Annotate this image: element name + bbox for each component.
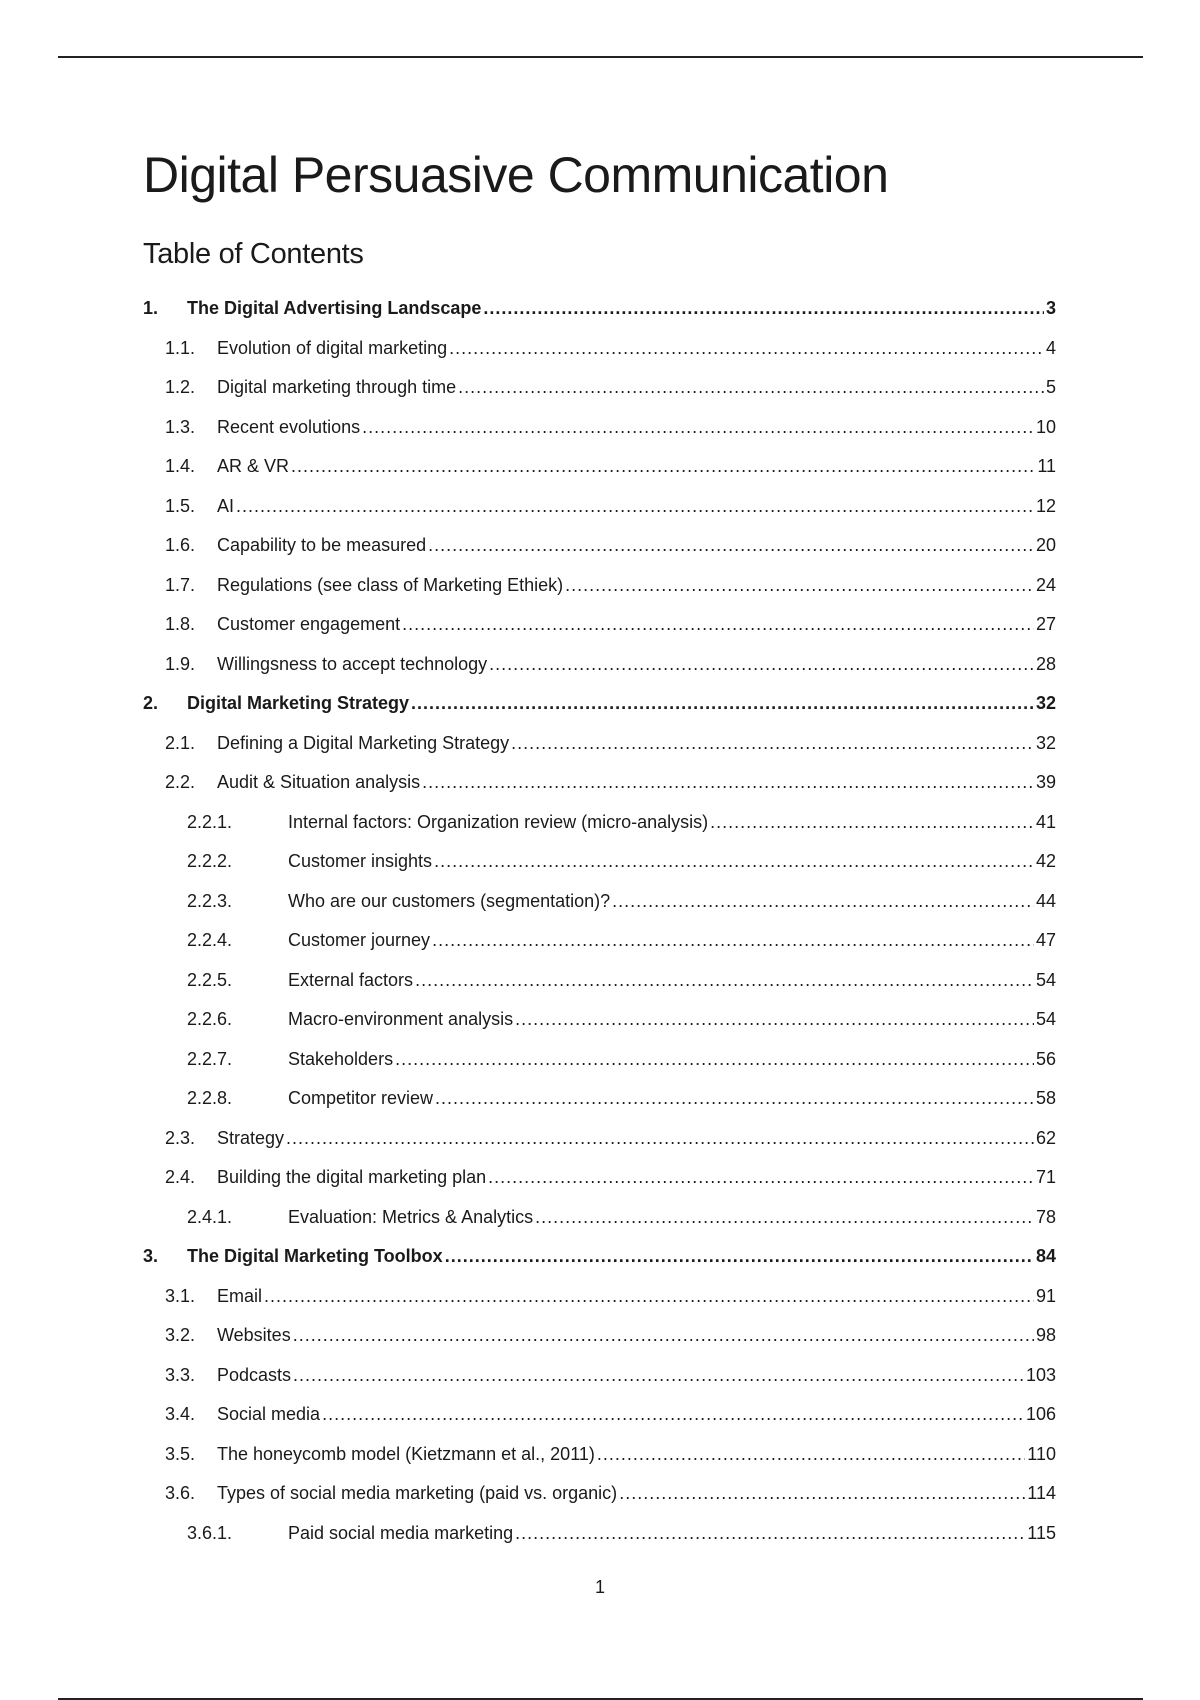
toc-entry-number: 1.4. (165, 456, 196, 476)
document-title: Digital Persuasive Communication (143, 147, 889, 203)
toc-entry-number: 1.2. (165, 377, 196, 397)
toc-entry-title: Email (217, 1285, 263, 1306)
toc-entry-page: 84 (1035, 1246, 1056, 1266)
toc-entry-title: Types of social media marketing (paid vs. organic) (217, 1483, 618, 1503)
toc-dot-leader (264, 1282, 1034, 1310)
toc-entry-title: Recent evolutions (217, 416, 361, 437)
toc-entry-number: 2.1. (165, 732, 196, 753)
toc-entry-number: 2.4.1. (187, 1206, 233, 1227)
toc-entry-number: 2.2.4. (187, 930, 233, 950)
toc-entry[interactable] (143, 926, 1056, 966)
toc-dot-leader (395, 1045, 1034, 1073)
toc-entry-number: 1. (143, 298, 159, 318)
toc-entry-title: Strategy (217, 1127, 285, 1148)
toc-entry-number: 3.3. (165, 1364, 196, 1385)
toc-entry[interactable] (143, 1361, 1056, 1401)
toc-entry-page: 98 (1035, 1325, 1056, 1345)
toc-entry[interactable] (143, 689, 1056, 729)
toc-entry[interactable] (143, 847, 1056, 887)
toc-entry-page: 78 (1035, 1206, 1056, 1227)
toc-entry-number: 2.4. (165, 1167, 196, 1187)
toc-dot-leader (428, 531, 1034, 559)
toc-dot-leader (432, 926, 1034, 954)
toc-entry-title: Digital Marketing Strategy (187, 693, 410, 713)
toc-entry-page: 39 (1035, 772, 1056, 792)
toc-entry-title: Building the digital marketing plan (217, 1167, 487, 1187)
toc-entry-page: 54 (1035, 969, 1056, 990)
toc-entry-page: 20 (1035, 535, 1056, 555)
toc-dot-leader (515, 1005, 1034, 1033)
toc-entry-page: 11 (1037, 456, 1056, 476)
toc-entry-title: Willingsness to accept technology (217, 653, 488, 674)
toc-entry-title: The Digital Marketing Toolbox (187, 1246, 443, 1266)
page-number: 1 (594, 1577, 605, 1597)
toc-entry-page: 10 (1035, 416, 1056, 437)
toc-heading: Table of Contents (143, 238, 364, 270)
toc-entry-page: 106 (1025, 1404, 1056, 1424)
toc-entry[interactable] (143, 1203, 1056, 1243)
toc-dot-leader (411, 689, 1034, 717)
toc-entry-title: Regulations (see class of Marketing Ethiek) (217, 574, 564, 595)
toc-entry-title: Capability to be measured (217, 535, 427, 555)
toc-entry-number: 2.2.2. (187, 851, 233, 871)
toc-entry-title: Macro-environment analysis (288, 1009, 514, 1029)
toc-entry-page: 115 (1027, 1522, 1056, 1543)
table-of-contents (143, 294, 1056, 1558)
toc-entry[interactable] (143, 650, 1056, 690)
toc-entry-page: 32 (1035, 732, 1056, 753)
toc-dot-leader (402, 610, 1034, 638)
toc-entry-title: Customer engagement (217, 614, 401, 634)
toc-entry-number: 2.2.5. (187, 969, 233, 990)
toc-entry-number: 3.1. (165, 1285, 196, 1306)
toc-entry-number: 3.6. (165, 1483, 196, 1503)
toc-entry-title: The Digital Advertising Landscape (187, 298, 482, 318)
toc-entry[interactable] (143, 768, 1056, 808)
toc-dot-leader (515, 1519, 1025, 1547)
toc-entry[interactable] (143, 1321, 1056, 1361)
toc-entry-page: 3 (1045, 298, 1056, 318)
toc-dot-leader (415, 966, 1034, 994)
toc-entry[interactable] (143, 1005, 1056, 1045)
toc-entry-title: Digital marketing through time (217, 377, 457, 397)
toc-entry-number: 1.6. (165, 535, 196, 555)
toc-entry-number: 2.2.3. (187, 890, 233, 911)
toc-entry-number: 1.3. (165, 416, 196, 437)
toc-entry-page: 28 (1035, 653, 1056, 674)
toc-dot-leader (449, 334, 1044, 362)
toc-entry[interactable] (143, 492, 1056, 532)
toc-entry-title: Defining a Digital Marketing Strategy (217, 732, 510, 753)
toc-dot-leader (535, 1203, 1034, 1231)
toc-entry-title: AI (217, 495, 235, 516)
toc-entry[interactable] (143, 1479, 1056, 1519)
toc-entry-number: 1.8. (165, 614, 196, 634)
toc-entry[interactable] (143, 373, 1056, 413)
toc-entry[interactable] (143, 1400, 1056, 1440)
toc-entry-title: Audit & Situation analysis (217, 772, 421, 792)
toc-entry-title: Podcasts (217, 1364, 292, 1385)
toc-entry[interactable] (143, 1440, 1056, 1480)
toc-dot-leader (286, 1124, 1034, 1152)
toc-entry-number: 3.6.1. (187, 1522, 233, 1543)
toc-entry-page: 47 (1035, 930, 1056, 950)
toc-entry[interactable] (143, 334, 1056, 374)
toc-entry-title: Competitor review (288, 1088, 434, 1108)
toc-entry[interactable] (143, 571, 1056, 611)
toc-entry[interactable] (143, 1163, 1056, 1203)
toc-entry-number: 2.2. (165, 772, 196, 792)
toc-dot-leader (483, 294, 1044, 322)
toc-entry-page: 62 (1035, 1127, 1056, 1148)
toc-dot-leader (488, 1163, 1034, 1191)
toc-entry[interactable] (143, 452, 1056, 492)
toc-entry[interactable] (143, 887, 1056, 927)
toc-entry-number: 1.5. (165, 495, 196, 516)
toc-entry-page: 24 (1035, 574, 1056, 595)
toc-entry-page: 71 (1035, 1167, 1056, 1187)
toc-entry-title: The honeycomb model (Kietzmann et al., 2011) (217, 1443, 595, 1464)
toc-entry-title: Paid social media marketing (288, 1522, 514, 1543)
toc-dot-leader (291, 452, 1035, 480)
toc-entry[interactable] (143, 808, 1056, 848)
toc-entry-number: 1.9. (165, 653, 196, 674)
toc-entry-title: External factors (288, 969, 414, 990)
toc-dot-leader (293, 1321, 1034, 1349)
header-rule (58, 56, 1143, 58)
toc-entry[interactable] (143, 966, 1056, 1006)
toc-dot-leader (434, 847, 1034, 875)
toc-dot-leader (322, 1400, 1024, 1428)
toc-entry[interactable] (143, 1242, 1056, 1282)
toc-entry[interactable] (143, 1084, 1056, 1124)
toc-dot-leader (435, 1084, 1034, 1112)
toc-entry-title: Websites (217, 1325, 291, 1345)
toc-entry-number: 1.7. (165, 574, 196, 595)
toc-entry-title: Evolution of digital marketing (217, 337, 448, 358)
toc-entry-title: Evaluation: Metrics & Analytics (288, 1206, 534, 1227)
toc-entry-number: 2.2.8. (187, 1088, 233, 1108)
toc-entry-number: 3. (143, 1246, 159, 1266)
toc-dot-leader (612, 887, 1034, 915)
toc-entry-number: 3.4. (165, 1404, 196, 1424)
toc-dot-leader (619, 1479, 1025, 1507)
toc-entry-page: 5 (1045, 377, 1056, 397)
toc-entry[interactable] (143, 610, 1056, 650)
toc-entry-page: 91 (1035, 1285, 1056, 1306)
toc-entry-number: 3.5. (165, 1443, 196, 1464)
toc-entry[interactable] (143, 1045, 1056, 1085)
toc-entry[interactable] (143, 1519, 1056, 1559)
toc-entry-page: 114 (1027, 1483, 1056, 1503)
toc-entry[interactable] (143, 294, 1056, 334)
toc-entry-title: Who are our customers (segmentation)? (288, 890, 611, 911)
toc-entry-page: 56 (1035, 1048, 1056, 1069)
toc-entry[interactable] (143, 729, 1056, 769)
toc-entry-title: Stakeholders (288, 1048, 394, 1069)
toc-dot-leader (236, 492, 1034, 520)
toc-entry-page: 58 (1035, 1088, 1056, 1108)
toc-entry-page: 41 (1035, 811, 1056, 832)
toc-entry-title: AR & VR (217, 456, 290, 476)
toc-dot-leader (445, 1242, 1034, 1270)
toc-entry-number: 2.2.6. (187, 1009, 233, 1029)
toc-dot-leader (710, 808, 1034, 836)
toc-entry-page: 27 (1035, 614, 1056, 634)
toc-dot-leader (565, 571, 1034, 599)
toc-entry-title: Customer insights (288, 851, 433, 871)
toc-dot-leader (489, 650, 1034, 678)
toc-dot-leader (362, 413, 1034, 441)
toc-dot-leader (293, 1361, 1024, 1389)
toc-dot-leader (458, 373, 1044, 401)
toc-entry-page: 103 (1025, 1364, 1056, 1385)
toc-entry-number: 2.2.1. (187, 811, 233, 832)
toc-entry[interactable] (143, 1124, 1056, 1164)
toc-entry[interactable] (143, 531, 1056, 571)
toc-entry-title: Social media (217, 1404, 321, 1424)
toc-dot-leader (597, 1440, 1025, 1468)
toc-entry[interactable] (143, 413, 1056, 453)
toc-entry-number: 2. (143, 693, 159, 713)
toc-entry-page: 4 (1045, 337, 1056, 358)
toc-entry-title: Internal factors: Organization review (micro-analysis) (288, 811, 709, 832)
toc-entry-page: 32 (1035, 693, 1056, 713)
toc-entry-number: 2.2.7. (187, 1048, 233, 1069)
toc-entry-page: 44 (1035, 890, 1056, 911)
toc-entry-number: 3.2. (165, 1325, 196, 1345)
toc-entry-number: 2.3. (165, 1127, 196, 1148)
toc-dot-leader (511, 729, 1034, 757)
toc-dot-leader (422, 768, 1034, 796)
toc-entry-page: 110 (1027, 1443, 1056, 1464)
toc-entry-page: 12 (1035, 495, 1056, 516)
toc-entry-number: 1.1. (165, 337, 196, 358)
toc-entry-page: 42 (1035, 851, 1056, 871)
toc-entry[interactable] (143, 1282, 1056, 1322)
toc-entry-title: Customer journey (288, 930, 431, 950)
toc-entry-page: 54 (1035, 1009, 1056, 1029)
